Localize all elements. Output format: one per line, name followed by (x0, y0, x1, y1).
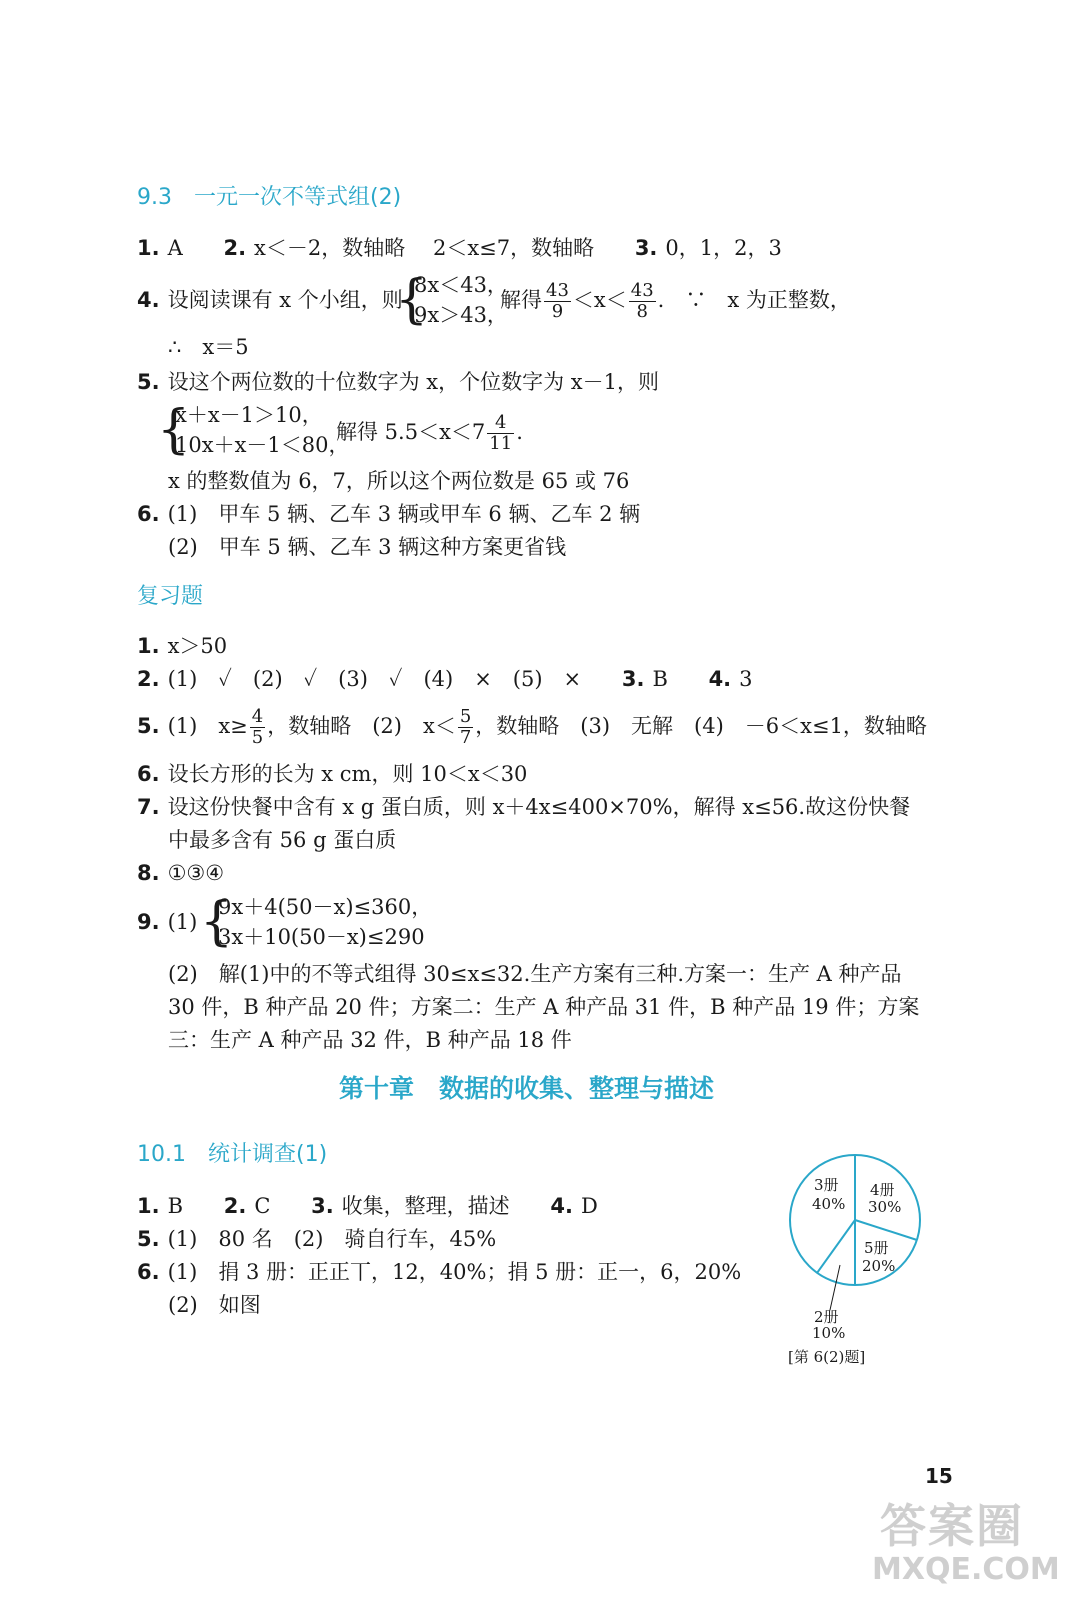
pie-divider-4 (817, 1220, 855, 1273)
slice-5-label: 5册 (864, 1239, 889, 1257)
line-9-3-q5-solve: 解得 5.5＜x＜7 $\frac{4}{11}$ . (336, 412, 523, 454)
line-9-3-q4-solve (500, 278, 851, 322)
line-review-q6: 6. 设长方形的长为 x cm，则 10＜x＜30 (137, 762, 528, 786)
line-10-1-q6: 6. (1) 捐 3 册：正正丅，12，40%；捐 5 册：正一，6，20% (137, 1260, 742, 1284)
brace-q5: { (157, 400, 191, 460)
answer-q4-result: ∴ x＝5 (168, 335, 249, 359)
answer-q6-2: (2) 甲车 5 辆、乙车 3 辆这种方案更省钱 (168, 535, 567, 559)
s10-q4: D (580, 1194, 598, 1218)
review-q9-2-line1: (2) 解(1)中的不等式组得 30≤x≤32.生产方案有三种.方案一：生产 A 种产品 (168, 962, 902, 986)
fraction-43-8: $\frac{43}{8}$ (630, 280, 654, 322)
fraction-4-11: $\frac{4}{11}$ (489, 412, 513, 454)
line-9-3-q6: 6. (1) 甲车 5 辆、乙车 3 辆或甲车 6 辆、乙车 2 辆 (137, 502, 641, 526)
review-q7-line2: 中最多含有 56 g 蛋白质 (168, 828, 397, 852)
review-q3: B (652, 667, 668, 691)
review-q8: ①③④ (167, 861, 225, 885)
answer-q5-solve: 解得 5.5＜x＜7 (336, 420, 486, 444)
figure-caption: [第 6(2)题] (788, 1348, 866, 1366)
s10-q6-1: (1) 捐 3 册：正正丅，12，40%；捐 5 册：正一，6，20% (167, 1260, 742, 1284)
answer-q2-2: 2＜x≤7，数轴略 (432, 236, 595, 260)
line-9-3-q4: 4. 设阅读课有 x 个小组，则 (137, 288, 403, 312)
fraction-4-5: $\frac{4}{5}$ (251, 706, 264, 748)
brace-q4: { (395, 270, 429, 330)
review-q9-label: (1) (167, 910, 198, 934)
slice-2-pct: 10% (812, 1324, 846, 1342)
line-10-1-q5: 5. (1) 80 名 (2) 骑自行车，45% (137, 1227, 497, 1251)
answer-q3: 0，1，2，3 (665, 236, 782, 260)
line-review-q1: 1. x＞50 (137, 634, 228, 658)
system-q9-eq1: 9x＋4(50－x)≤360， (218, 895, 433, 919)
line-review-q9: 9. (1) (137, 910, 198, 934)
section-title-review: 复习题 (137, 584, 204, 609)
answer-q5-line1: 设这个两位数的十位数字为 x，个位数字为 x－1，则 (167, 370, 659, 394)
review-q1: x＞50 (167, 634, 228, 658)
line-review-q2-4: 2. (1) ✓ (2) ✓ (3) ✓ (4) × (5) × 3. B 4. 3 (137, 667, 753, 691)
section-title-10-1: 10.1 统计调查(1) (137, 1142, 328, 1167)
line-review-q7: 7. 设这份快餐中含有 x g 蛋白质，则 x＋4x≤400×70%，解得 x≤56.故这份快餐 (137, 795, 911, 819)
review-q4: 3 (739, 667, 753, 691)
watermark-logo: 答案圈 (880, 1499, 1024, 1553)
slice-4-label: 4册 (870, 1181, 895, 1199)
system-q9-eq2: 3x＋10(50－x)≤290 (218, 925, 425, 949)
answer-q4-lt: ＜x＜ (572, 288, 627, 312)
review-q9-2-line3: 三：生产 A 种产品 32 件，B 种产品 18 件 (168, 1028, 572, 1052)
slice-3-pct: 40% (812, 1195, 846, 1213)
review-q5-b: ，数轴略 (2) x＜ (267, 714, 456, 738)
pie-chart-figure (770, 1140, 950, 1380)
line-review-q8: 8. ①③④ (137, 861, 225, 885)
fraction-43-9: $\frac{43}{9}$ (546, 280, 569, 322)
line-9-3-q1-3: 1. A 2. x＜－2，数轴略 2＜x≤7，数轴略 3. 0，1，2，3 (137, 236, 782, 260)
review-q9-2-line2: 30 件，B 种产品 20 件；方案二：生产 A 种产品 31 件，B 种产品 19 件；方案 (168, 995, 920, 1019)
system-q5 (175, 400, 350, 460)
slice-3-label: 3册 (814, 1176, 839, 1194)
answer-q4-post: . ∵ x 为正整数， (657, 288, 851, 312)
system-q4 (414, 270, 508, 330)
review-q6: 设长方形的长为 x cm，则 10＜x＜30 (167, 762, 528, 786)
answer-q1: A (167, 236, 183, 260)
page-number: 15 (925, 1464, 953, 1488)
pie-divider-2 (855, 1220, 917, 1240)
review-q5-a: (1) x≥ (167, 714, 248, 738)
system-q5-eq1: x＋x－1＞10， (175, 403, 323, 427)
slice-5-pct: 20% (862, 1257, 896, 1275)
brace-q9: { (200, 892, 234, 952)
s10-q5: (1) 80 名 (2) 骑自行车，45% (167, 1227, 497, 1251)
s10-q3: 收集，整理，描述 (341, 1194, 510, 1218)
watermark-url: MXQE.COM (872, 1552, 1060, 1587)
review-q5-c: ，数轴略 (3) 无解 (4) －6＜x≤1，数轴略 (475, 714, 927, 738)
system-q4-eq1: 8x＜43， (414, 273, 508, 297)
answer-q6-1: (1) 甲车 5 辆、乙车 3 辆或甲车 6 辆、乙车 2 辆 (167, 502, 641, 526)
answer-q2-1: x＜－2，数轴略 (254, 236, 406, 260)
system-q5-eq2: 10x＋x－1＜80， (175, 433, 350, 457)
line-10-1-q1-4: 1. B 2. C 3. 收集，整理，描述 4. D (137, 1194, 598, 1218)
answer-q4-mid: 解得 (500, 288, 542, 312)
review-q7-line1: 设这份快餐中含有 x g 蛋白质，则 x＋4x≤400×70%，解得 x≤56.故这份快餐 (167, 795, 911, 819)
s10-q6-2: (2) 如图 (168, 1293, 261, 1317)
s10-q2: C (254, 1194, 271, 1218)
answer-q4-pre: 设阅读课有 x 个小组，则 (167, 288, 403, 312)
line-9-3-q5: 5. 设这个两位数的十位数字为 x，个位数字为 x－1，则 (137, 370, 659, 394)
s10-q1: B (167, 1194, 184, 1218)
review-q2: (1) ✓ (2) ✓ (3) ✓ (4) × (5) × (167, 667, 582, 691)
slice-2-label: 2册 (814, 1308, 839, 1326)
system-q4-eq2: 9x＞43， (414, 303, 508, 327)
chapter-title: 第十章 数据的收集、整理与描述 (339, 1074, 715, 1103)
slice-4-pct: 30% (868, 1198, 902, 1216)
fraction-5-7: $\frac{5}{7}$ (459, 706, 472, 748)
pie-leader-line (830, 1265, 840, 1310)
answer-q5-line3: x 的整数值为 6，7，所以这个两位数是 65 或 76 (168, 469, 630, 493)
section-title-9-3: 9.3 一元一次不等式组(2) (137, 185, 402, 210)
system-q9 (218, 892, 432, 952)
line-review-q5: 5. (1) x≥ $\frac{4}{5}$ ，数轴略 (2) x＜ $\frac{5}{7}$ ，数轴略 (3) 无解 (4) －6＜x≤1，数轴略 (137, 706, 927, 748)
